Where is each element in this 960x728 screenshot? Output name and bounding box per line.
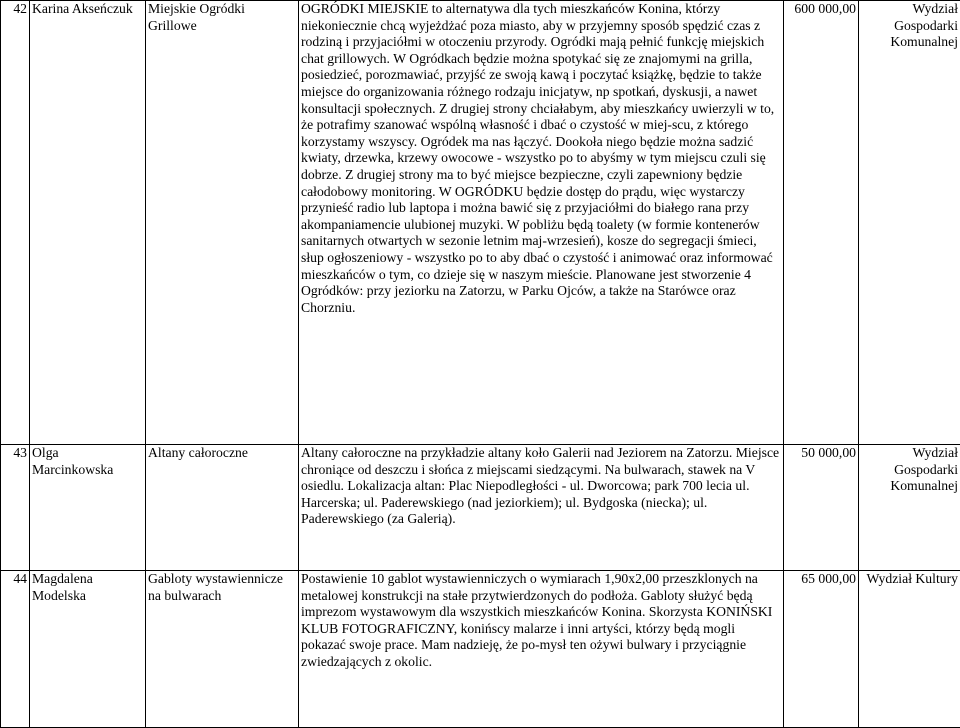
- cost-cell: 50 000,00: [784, 445, 859, 571]
- description-cell: OGRÓDKI MIEJSKIE to alternatywa dla tych mieszkańców Konina, którzy niekoniecznie chcą wyjeżdżać poza miasto, aby w przyjemny sposób spędzić czas z rodziną i przyjaciółmi w otoczeniu przyrody. Ogródki mają pełnić funkcję miejskich chat grillowych. W Ogródkach będzie można spotykać się ze znajomymi na grilla, posiedzieć, porozmawiać, przyjść ze swoją kawą i poczytać książkę, będzie to także miejsce do organizowania różnego rodzaju inicjatyw, np spotkań, dyskusji, a nawet konsultacji społecznych. Z drugiej strony chciałabym, aby mieszkańcy uwierzyli w to, że potrafimy szanować wspólną własność i dbać o czystość w miej-scu, z którego korzystamy wszyscy. Ogródek ma nas łączyć. Dookoła niego będzie można sadzić kwiaty, drzewka, krzewy owocowe - wszystko po to abyśmy w tym miejscu czuli się dobrze. Z drugiej strony ma to być miejsce bezpieczne, czyli zapewniony będzie całodobowy monitoring. W OGRÓDKU będzie dostęp do prądu, więc wystarczy przynieść radio lub laptopa i można bawić się z przyjaciółmi do białego rana przy akompaniamencie ulubionej muzyki. W pobliżu będą toalety (w formie kontenerów sanitarnych otwartych w sezonie letnim maj-wrzesień), kosze do segregacji śmieci, słup ogłoszeniowy - wszystko po to aby dbać o czystość i animować oraz informować mieszkańców o tym, co dzieje się w naszym mieście. Planowane jest stworzenie 4 Ogródków: przy jeziorku na Zatorzu, w Parku Ojców, a także na Starówce oraz Chorzniu.: [299, 1, 784, 445]
- author-cell: Magdalena Modelska: [30, 571, 146, 728]
- project-name-cell: Miejskie Ogródki Grillowe: [146, 1, 299, 445]
- project-name-cell: Gabloty wystawiennicze na bulwarach: [146, 571, 299, 728]
- department-cell: Wydział Gospodarki Komunalnej: [859, 445, 960, 571]
- table-row: [1, 1, 960, 445]
- row-number: 43: [1, 445, 30, 571]
- description-cell: Postawienie 10 gablot wystawienniczych o wymiarach 1,90x2,00 przeszklonych na metalowej konstrukcji na stałe przytwierdzonych do podłoża. Gabloty służyć będą imprezom wystawowym dla wszystkich mieszkańców Konina. Skorzysta KONIŃSKI KLUB FOTOGRAFICZNY, konińscy malarze i inni artyści, którzy będą mogli pokazać swoje prace. Mam nadzieję, że po-mysł ten ożywi bulwary i przyciągnie zwiedzających z okolic.: [299, 571, 784, 728]
- row-number: 44: [1, 571, 30, 728]
- department-cell: Wydział Gospodarki Komunalnej: [859, 1, 960, 445]
- table-row: [1, 445, 960, 571]
- description-cell: Altany całoroczne na przykładzie altany koło Galerii nad Jeziorem na Zatorzu. Miejsce chroniące od deszczu i słońca z miejscami siedzącymi. Na bulwarach, stawek na V osiedlu. Lokalizacja altan: Plac Niepodległości - ul. Dworcowa; park 700 lecia ul. Harcerska; ul. Paderewskiego (nad jeziorkiem); ul. Bydgoska (niecka); ul. Paderewskiego (za Galerią).: [299, 445, 784, 571]
- table-row: [1, 571, 960, 728]
- author-cell: Karina Akseńczuk: [30, 1, 146, 445]
- cost-cell: 65 000,00: [784, 571, 859, 728]
- project-name-cell: Altany całoroczne: [146, 445, 299, 571]
- cost-cell: 600 000,00: [784, 1, 859, 445]
- row-number: 42: [1, 1, 30, 445]
- author-cell: Olga Marcinkowska: [30, 445, 146, 571]
- department-cell: Wydział Kultury: [859, 571, 960, 728]
